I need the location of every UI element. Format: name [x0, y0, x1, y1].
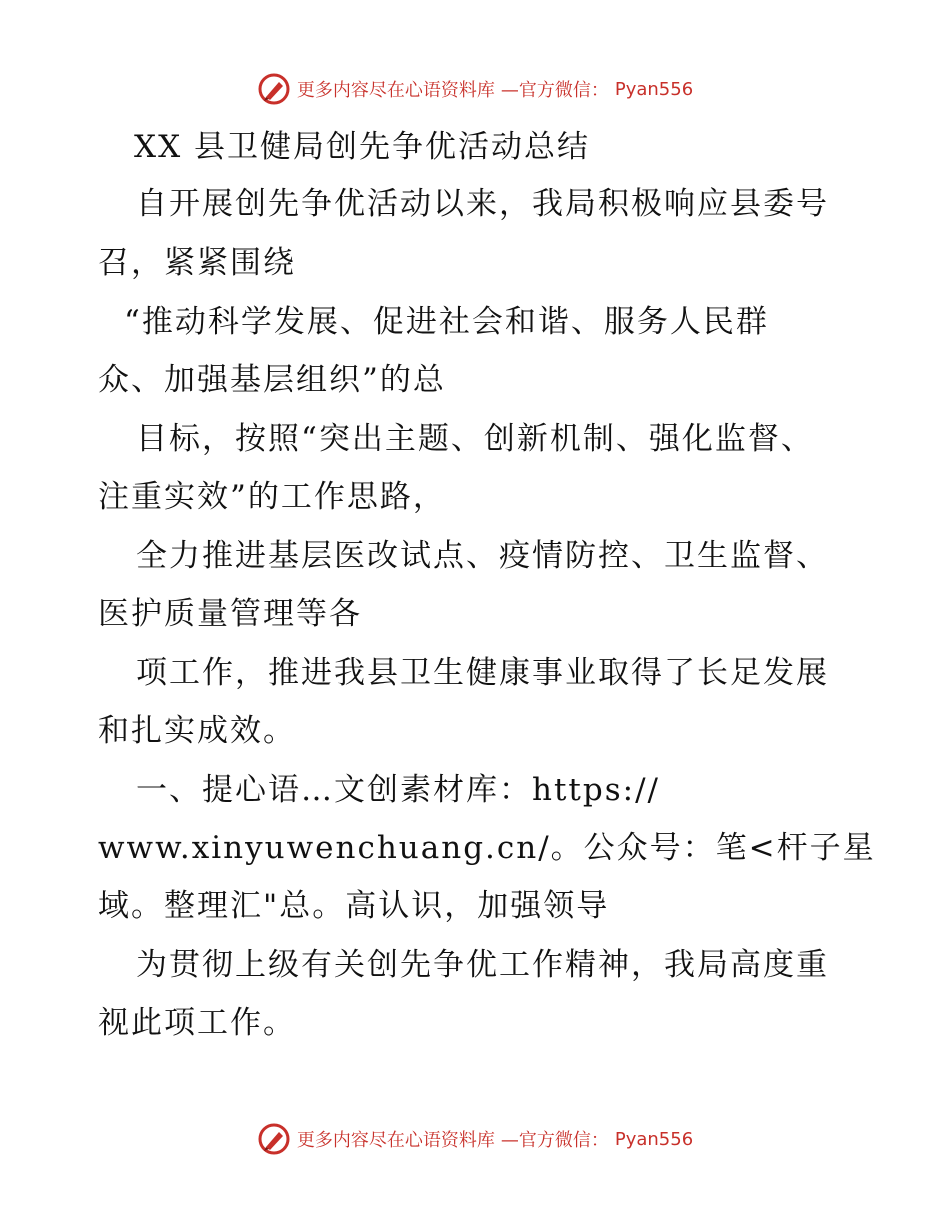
paragraph-line: 注重实效”的工作思路，	[98, 479, 446, 515]
document-title: XX 县卫健局创先争优活动总结	[134, 129, 590, 165]
paragraph-line: “推动科学发展、促进社会和谐、服务人民群	[124, 304, 769, 340]
watermark-separator: —官方微信：	[500, 80, 609, 101]
pen-logo-icon	[257, 72, 291, 106]
header-watermark	[0, 72, 950, 106]
paragraph-line: 目标，按照“突出主题、创新机制、强化监督、	[136, 421, 814, 457]
watermark-handle: Pyan556	[614, 78, 694, 100]
watermark-handle: Pyan556	[614, 1128, 694, 1150]
paragraph-line: 项工作，推进我县卫生健康事业取得了长足发展	[136, 655, 829, 691]
watermark-text: 更多内容尽在心语资料库	[296, 80, 495, 101]
paragraph-line: 为贯彻上级有关创先争优工作精神，我局高度重	[136, 947, 829, 983]
paragraph-line: 医护质量管理等各	[98, 596, 362, 632]
paragraph-line: 视此项工作。	[98, 1005, 296, 1041]
paragraph-line: 众、加强基层组织”的总	[98, 362, 446, 398]
paragraph-line: 全力推进基层医改试点、疫情防控、卫生监督、	[136, 538, 829, 574]
paragraph-line: 自开展创先争优活动以来，我局积极响应县委号	[136, 186, 829, 222]
watermark-separator: —官方微信：	[500, 1130, 609, 1151]
paragraph-line: 和扎实成效。	[98, 713, 296, 749]
paragraph-line: 召，紧紧围绕	[98, 245, 296, 281]
watermark-text: 更多内容尽在心语资料库	[296, 1130, 495, 1151]
pen-logo-icon	[257, 1122, 291, 1156]
paragraph-line: 域。整理汇"总。高认识，加强领导	[98, 888, 610, 924]
paragraph-line: 一、提心语…文创素材库：https://	[136, 772, 660, 808]
paragraph-line: www.xinyuwenchuang.cn/。公众号：笔<杆子星	[98, 830, 876, 866]
footer-watermark	[0, 1122, 950, 1156]
